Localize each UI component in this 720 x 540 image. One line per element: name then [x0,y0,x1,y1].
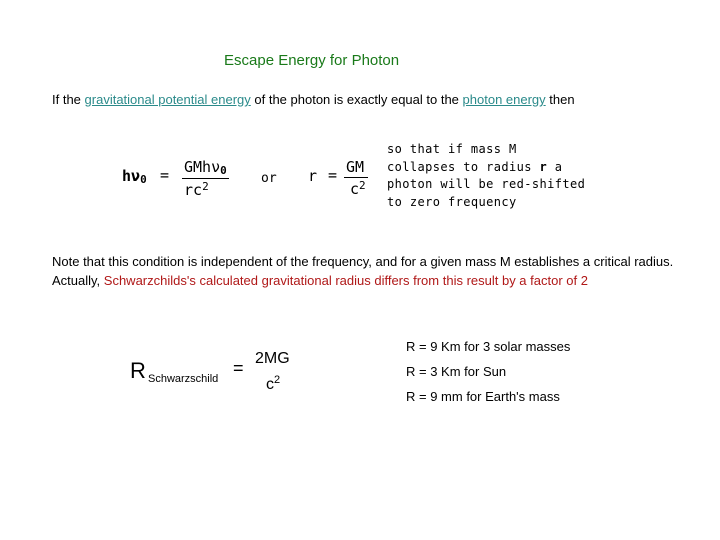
note-line-3: photon will be red-shifted [387,177,586,191]
note-line-4: to zero frequency [387,194,517,209]
schwarzschild-numerator: 2MG [255,350,290,367]
schwarzschild-R: R [130,358,146,383]
eq1-denominator: $rc^2$ [184,180,209,199]
note-line-1: so that if mass M [387,142,517,156]
eq2-fraction [344,158,368,198]
intro-prefix: If the [52,92,85,107]
radius-examples [406,334,570,409]
eq2-denominator: $c^2$ [350,179,366,198]
gravitational-potential-energy-link[interactable]: gravitational potential energy [84,92,251,107]
photon-energy-link[interactable]: photon energy [462,92,546,107]
eq1-equals: = [160,166,170,184]
example-solar-masses: R = 9 Km for 3 solar masses [406,339,571,354]
schwarzschild-formula [130,350,300,400]
eq1-numerator: GMhν0 [184,158,227,177]
intro-paragraph [52,92,575,107]
page-title: Escape Energy for Photon [224,52,400,69]
independence-note [52,252,682,290]
note-line-2: collapses to radius r a [387,159,563,174]
equation-radius [306,158,386,208]
eq2-lhs: r [308,167,318,185]
example-sun: R = 3 Km for Sun [406,364,507,379]
note-text: Note that this condition is independent of the frequency, and for a given mass M establishes a critical radius. Actually, [52,254,674,288]
schwarzschild-subscript: Schwarzschild [148,373,219,385]
eq2-numerator: GM [344,158,368,178]
example-earth: R = 9 mm for Earth's mass [406,389,560,404]
eq2-equals: = [328,166,338,184]
eq1-fraction [182,158,229,199]
schwarzschild-denominator: $c^2$ [266,374,281,393]
schwarzschild-equals: = [233,358,244,378]
red-shift-note [387,141,585,211]
or-text: or [261,171,277,186]
eq1-lhs: hν0 [122,167,147,186]
intro-suffix: then [545,92,575,107]
intro-middle: of the photon is exactly equal to the [250,92,463,107]
schwarzschild-difference-note: Schwarzchilds's calculated gravitational radius differs from this result by a factor of 2 [103,273,588,288]
equation-photon-energy [122,158,252,208]
